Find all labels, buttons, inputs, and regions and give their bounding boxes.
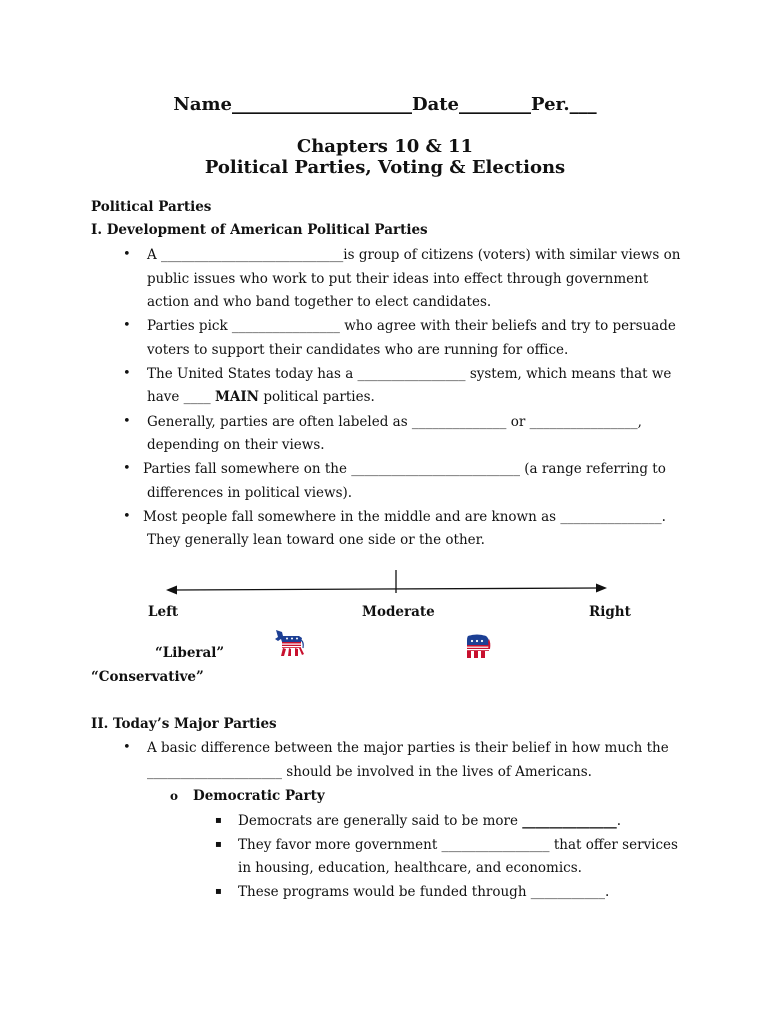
bullet-icon: • — [123, 247, 131, 262]
dem-line-4: These programs would be funded through ___________. — [238, 884, 610, 900]
democratic-donkey-icon — [273, 628, 305, 658]
dem-line-2: They favor more government ________________ that offer services — [238, 837, 678, 853]
spectrum-right-label: Right — [589, 604, 631, 620]
bullet-icon: • — [123, 318, 131, 333]
square-bullet-icon: ▪ — [215, 815, 222, 826]
dem-line-1-post: . — [616, 813, 622, 829]
bullet-3-post: political parties. — [259, 389, 375, 405]
bullet-1-line-3: action and who band together to elect candidates. — [147, 294, 492, 310]
bullet-6-line-1: Most people fall somewhere in the middle and are known as _______________. — [143, 509, 666, 525]
page-subtitle: Political Parties, Voting & Elections — [204, 157, 566, 178]
chapters-title: Chapters 10 & 11 — [296, 136, 474, 157]
bullet-icon: • — [123, 414, 131, 429]
bullet-icon: • — [123, 366, 131, 381]
circle-bullet-icon: o — [170, 789, 179, 803]
bullet-2-line-1: Parties pick ________________ who agree with their beliefs and try to persuade — [147, 318, 676, 334]
spectrum-moderate-label: Moderate — [362, 604, 435, 620]
name-date-period-line: Name____________________Date________Per.___ — [173, 94, 597, 115]
section-major-parties: II. Today’s Major Parties — [91, 716, 277, 732]
dem-line-1-blank: ______________ — [522, 813, 617, 829]
bullet-4-line-1: Generally, parties are often labeled as ______________ or ________________, — [147, 414, 642, 430]
democratic-party-heading: Democratic Party — [193, 788, 325, 804]
square-bullet-icon: ▪ — [215, 886, 222, 897]
bullet-3-line-1: The United States today has a ________________ system, which means that we — [147, 366, 672, 382]
bullet-1-line-2: public issues who work to put their ideas into effect through government — [147, 271, 649, 287]
section-political-parties: Political Parties — [91, 199, 212, 215]
bullet-icon: • — [123, 509, 131, 524]
major-line-2: ____________________ should be involved in the lives of Americans. — [147, 764, 592, 780]
section-development: I. Development of American Political Parties — [91, 222, 428, 238]
bullet-icon: • — [123, 461, 131, 476]
main-emphasis: MAIN — [214, 389, 260, 405]
bullet-1-line-1: A ___________________________is group of citizens (voters) with similar views on — [147, 247, 681, 263]
dem-line-1 — [238, 813, 621, 829]
liberal-label: “Liberal” — [155, 645, 225, 661]
bullet-3-pre: have ____ — [147, 389, 215, 405]
bullet-5-line-2: differences in political views). — [147, 485, 353, 501]
bullet-6-line-2: They generally lean toward one side or the other. — [147, 532, 485, 548]
bullet-5-line-1: Parties fall somewhere on the _________________________ (a range referring to — [143, 461, 666, 477]
bullet-2-line-2: voters to support their candidates who are running for office. — [147, 342, 569, 358]
dem-line-3: in housing, education, healthcare, and economics. — [238, 860, 582, 876]
major-line-1: A basic difference between the major parties is their belief in how much the — [147, 740, 669, 756]
spectrum-left-label: Left — [148, 604, 179, 620]
republican-elephant-icon — [463, 633, 491, 659]
square-bullet-icon: ▪ — [215, 839, 222, 850]
dem-line-1-pre: Democrats are generally said to be more — [238, 813, 523, 829]
bullet-4-line-2: depending on their views. — [147, 437, 325, 453]
bullet-icon: • — [123, 740, 131, 755]
conservative-label: “Conservative” — [91, 669, 204, 685]
